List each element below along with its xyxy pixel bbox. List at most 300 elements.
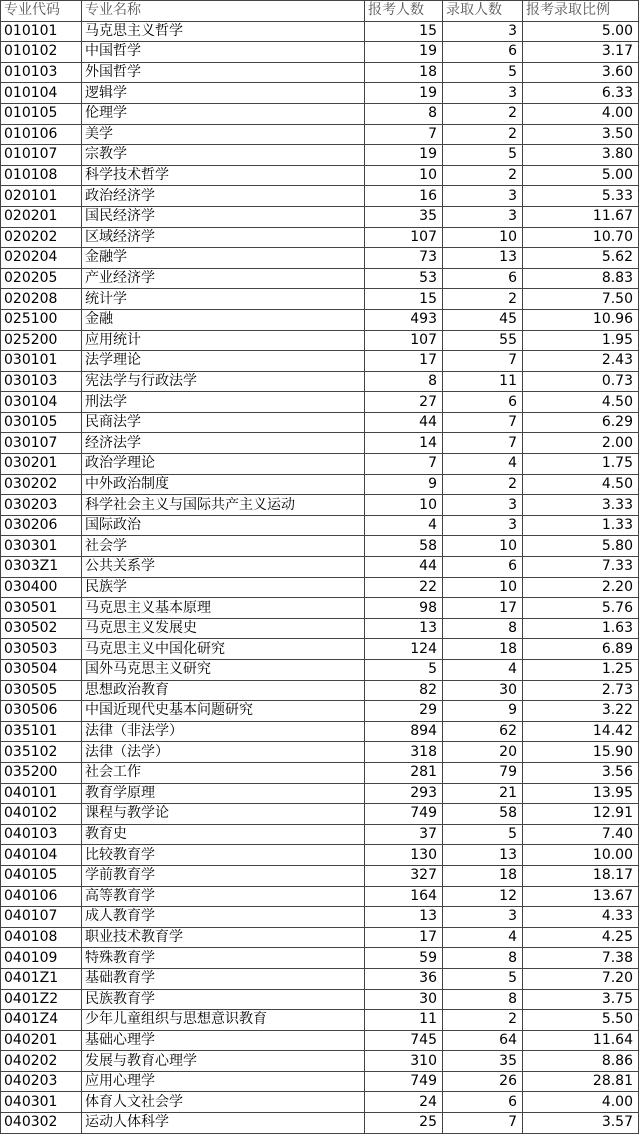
cell-admitted: 3 — [443, 21, 523, 42]
cell-code: 020208 — [1, 289, 82, 310]
cell-name: 民族学 — [82, 577, 365, 598]
cell-code: 010101 — [1, 21, 82, 42]
table-row — [1, 701, 639, 722]
cell-code: 040106 — [1, 886, 82, 907]
table-row — [1, 412, 639, 433]
cell-name: 马克思主义基本原理 — [82, 598, 365, 619]
cell-name: 教育学原理 — [82, 783, 365, 804]
cell-code: 040105 — [1, 865, 82, 886]
cell-admitted: 10 — [443, 227, 523, 248]
cell-code: 020101 — [1, 186, 82, 207]
cell-ratio: 11.67 — [523, 206, 639, 227]
cell-admitted: 8 — [443, 618, 523, 639]
cell-code: 035102 — [1, 742, 82, 763]
cell-ratio: 7.20 — [523, 968, 639, 989]
cell-code: 030502 — [1, 618, 82, 639]
cell-ratio: 15.90 — [523, 742, 639, 763]
cell-code: 010106 — [1, 124, 82, 145]
cell-ratio: 8.83 — [523, 268, 639, 289]
table-row — [1, 618, 639, 639]
cell-applicants: 37 — [365, 824, 443, 845]
table-row — [1, 83, 639, 104]
cell-ratio: 5.80 — [523, 536, 639, 557]
cell-admitted: 8 — [443, 989, 523, 1010]
cell-applicants: 7 — [365, 454, 443, 475]
cell-admitted: 5 — [443, 145, 523, 166]
cell-name: 逻辑学 — [82, 83, 365, 104]
cell-code: 030506 — [1, 701, 82, 722]
cell-ratio: 28.81 — [523, 1071, 639, 1092]
cell-admitted: 64 — [443, 1030, 523, 1051]
cell-applicants: 10 — [365, 495, 443, 516]
cell-admitted: 6 — [443, 1092, 523, 1113]
cell-admitted: 18 — [443, 865, 523, 886]
cell-ratio: 1.25 — [523, 660, 639, 681]
cell-admitted: 12 — [443, 886, 523, 907]
table-row — [1, 21, 639, 42]
cell-applicants: 124 — [365, 639, 443, 660]
cell-applicants: 25 — [365, 1113, 443, 1134]
cell-applicants: 4 — [365, 515, 443, 536]
cell-code: 030301 — [1, 536, 82, 557]
cell-name: 政治经济学 — [82, 186, 365, 207]
cell-code: 040107 — [1, 907, 82, 928]
cell-admitted: 2 — [443, 103, 523, 124]
cell-applicants: 745 — [365, 1030, 443, 1051]
cell-admitted: 79 — [443, 762, 523, 783]
cell-name: 基础教育学 — [82, 968, 365, 989]
cell-admitted: 3 — [443, 515, 523, 536]
cell-ratio: 5.33 — [523, 186, 639, 207]
cell-admitted: 21 — [443, 783, 523, 804]
cell-name: 国民经济学 — [82, 206, 365, 227]
cell-ratio: 2.00 — [523, 433, 639, 454]
cell-ratio: 4.00 — [523, 1092, 639, 1113]
table-row — [1, 124, 639, 145]
cell-name: 马克思主义哲学 — [82, 21, 365, 42]
cell-name: 中国近现代史基本问题研究 — [82, 701, 365, 722]
cell-ratio: 11.64 — [523, 1030, 639, 1051]
cell-code: 010102 — [1, 42, 82, 63]
cell-name: 科学社会主义与国际共产主义运动 — [82, 495, 365, 516]
table-row — [1, 1030, 639, 1051]
table-row — [1, 371, 639, 392]
table-row — [1, 351, 639, 372]
table-row — [1, 1071, 639, 1092]
cell-applicants: 73 — [365, 248, 443, 269]
cell-code: 020202 — [1, 227, 82, 248]
cell-ratio: 14.42 — [523, 721, 639, 742]
table-row — [1, 968, 639, 989]
cell-name: 教育史 — [82, 824, 365, 845]
cell-ratio: 10.70 — [523, 227, 639, 248]
cell-code: 030203 — [1, 495, 82, 516]
table-row — [1, 206, 639, 227]
cell-name: 法律（法学） — [82, 742, 365, 763]
cell-admitted: 3 — [443, 495, 523, 516]
cell-name: 公共关系学 — [82, 557, 365, 578]
cell-ratio: 6.89 — [523, 639, 639, 660]
cell-name: 职业技术教育学 — [82, 927, 365, 948]
cell-admitted: 8 — [443, 948, 523, 969]
table-row — [1, 268, 639, 289]
cell-code: 030501 — [1, 598, 82, 619]
cell-applicants: 11 — [365, 1010, 443, 1031]
cell-ratio: 6.33 — [523, 83, 639, 104]
cell-admitted: 6 — [443, 268, 523, 289]
cell-name: 比较教育学 — [82, 845, 365, 866]
cell-admitted: 10 — [443, 536, 523, 557]
cell-applicants: 749 — [365, 804, 443, 825]
cell-ratio: 12.91 — [523, 804, 639, 825]
cell-name: 法学理论 — [82, 351, 365, 372]
cell-name: 金融学 — [82, 248, 365, 269]
cell-ratio: 7.38 — [523, 948, 639, 969]
cell-name: 社会工作 — [82, 762, 365, 783]
table-row — [1, 948, 639, 969]
cell-name: 国外马克思主义研究 — [82, 660, 365, 681]
table-row — [1, 557, 639, 578]
table-row — [1, 186, 639, 207]
cell-admitted: 20 — [443, 742, 523, 763]
cell-name: 思想政治教育 — [82, 680, 365, 701]
cell-name: 统计学 — [82, 289, 365, 310]
table-row — [1, 907, 639, 928]
cell-ratio: 4.50 — [523, 474, 639, 495]
table-row — [1, 660, 639, 681]
cell-applicants: 107 — [365, 330, 443, 351]
cell-ratio: 3.33 — [523, 495, 639, 516]
cell-admitted: 2 — [443, 289, 523, 310]
cell-name: 体育人文社会学 — [82, 1092, 365, 1113]
cell-applicants: 13 — [365, 618, 443, 639]
cell-ratio: 10.00 — [523, 845, 639, 866]
cell-applicants: 22 — [365, 577, 443, 598]
cell-ratio: 13.95 — [523, 783, 639, 804]
table-row — [1, 433, 639, 454]
cell-name: 产业经济学 — [82, 268, 365, 289]
cell-name: 区域经济学 — [82, 227, 365, 248]
cell-code: 0401Z1 — [1, 968, 82, 989]
table-row — [1, 762, 639, 783]
table-row — [1, 289, 639, 310]
cell-ratio: 6.29 — [523, 412, 639, 433]
cell-ratio: 18.17 — [523, 865, 639, 886]
cell-code: 0401Z4 — [1, 1010, 82, 1031]
cell-name: 政治学理论 — [82, 454, 365, 475]
cell-ratio: 2.73 — [523, 680, 639, 701]
cell-admitted: 2 — [443, 165, 523, 186]
cell-name: 伦理学 — [82, 103, 365, 124]
cell-name: 刑法学 — [82, 392, 365, 413]
cell-admitted: 3 — [443, 83, 523, 104]
cell-admitted: 3 — [443, 907, 523, 928]
cell-applicants: 53 — [365, 268, 443, 289]
cell-code: 030104 — [1, 392, 82, 413]
table-row — [1, 865, 639, 886]
table-row — [1, 824, 639, 845]
table-row — [1, 845, 639, 866]
cell-applicants: 15 — [365, 21, 443, 42]
table-row — [1, 42, 639, 63]
cell-code: 040203 — [1, 1071, 82, 1092]
cell-name: 成人教育学 — [82, 907, 365, 928]
cell-admitted: 62 — [443, 721, 523, 742]
cell-applicants: 130 — [365, 845, 443, 866]
cell-code: 030101 — [1, 351, 82, 372]
cell-code: 040101 — [1, 783, 82, 804]
cell-admitted: 45 — [443, 309, 523, 330]
cell-name: 运动人体科学 — [82, 1113, 365, 1134]
table-row — [1, 309, 639, 330]
cell-code: 030103 — [1, 371, 82, 392]
cell-ratio: 4.00 — [523, 103, 639, 124]
cell-applicants: 35 — [365, 206, 443, 227]
cell-ratio: 13.67 — [523, 886, 639, 907]
table-row — [1, 392, 639, 413]
cell-applicants: 19 — [365, 145, 443, 166]
cell-name: 宪法学与行政法学 — [82, 371, 365, 392]
cell-ratio: 4.50 — [523, 392, 639, 413]
cell-admitted: 2 — [443, 1010, 523, 1031]
cell-name: 特殊教育学 — [82, 948, 365, 969]
cell-ratio: 10.96 — [523, 309, 639, 330]
cell-applicants: 318 — [365, 742, 443, 763]
cell-applicants: 15 — [365, 289, 443, 310]
cell-ratio: 5.00 — [523, 165, 639, 186]
cell-admitted: 10 — [443, 577, 523, 598]
table-row — [1, 1010, 639, 1031]
cell-code: 040102 — [1, 804, 82, 825]
cell-code: 025100 — [1, 309, 82, 330]
cell-name: 社会学 — [82, 536, 365, 557]
cell-admitted: 55 — [443, 330, 523, 351]
cell-ratio: 3.56 — [523, 762, 639, 783]
cell-applicants: 17 — [365, 351, 443, 372]
cell-ratio: 3.60 — [523, 62, 639, 83]
cell-applicants: 107 — [365, 227, 443, 248]
cell-code: 040301 — [1, 1092, 82, 1113]
cell-code: 040302 — [1, 1113, 82, 1134]
header-row — [1, 1, 639, 22]
cell-ratio: 1.63 — [523, 618, 639, 639]
cell-ratio: 7.50 — [523, 289, 639, 310]
table-row — [1, 227, 639, 248]
cell-name: 宗教学 — [82, 145, 365, 166]
cell-ratio: 5.00 — [523, 21, 639, 42]
cell-admitted: 6 — [443, 42, 523, 63]
cell-admitted: 2 — [443, 474, 523, 495]
header-code: 专业代码 — [1, 1, 82, 22]
cell-name: 科学技术哲学 — [82, 165, 365, 186]
cell-ratio: 3.17 — [523, 42, 639, 63]
cell-code: 030504 — [1, 660, 82, 681]
cell-ratio: 1.95 — [523, 330, 639, 351]
table-row — [1, 495, 639, 516]
cell-applicants: 16 — [365, 186, 443, 207]
cell-admitted: 3 — [443, 206, 523, 227]
cell-applicants: 5 — [365, 660, 443, 681]
table-row — [1, 886, 639, 907]
table-row — [1, 145, 639, 166]
cell-code: 035101 — [1, 721, 82, 742]
table-row — [1, 536, 639, 557]
table-row — [1, 248, 639, 269]
cell-applicants: 36 — [365, 968, 443, 989]
cell-admitted: 4 — [443, 660, 523, 681]
cell-admitted: 5 — [443, 968, 523, 989]
cell-code: 020204 — [1, 248, 82, 269]
cell-admitted: 13 — [443, 845, 523, 866]
cell-ratio: 7.33 — [523, 557, 639, 578]
cell-admitted: 4 — [443, 454, 523, 475]
cell-ratio: 3.22 — [523, 701, 639, 722]
table-row — [1, 742, 639, 763]
cell-applicants: 8 — [365, 371, 443, 392]
cell-applicants: 293 — [365, 783, 443, 804]
cell-ratio: 5.76 — [523, 598, 639, 619]
cell-applicants: 30 — [365, 989, 443, 1010]
table-row — [1, 577, 639, 598]
cell-admitted: 2 — [443, 124, 523, 145]
cell-applicants: 24 — [365, 1092, 443, 1113]
cell-name: 民商法学 — [82, 412, 365, 433]
cell-code: 030503 — [1, 639, 82, 660]
table-row — [1, 1051, 639, 1072]
cell-code: 020201 — [1, 206, 82, 227]
cell-name: 课程与教学论 — [82, 804, 365, 825]
cell-admitted: 7 — [443, 412, 523, 433]
cell-admitted: 18 — [443, 639, 523, 660]
cell-code: 040109 — [1, 948, 82, 969]
cell-name: 经济法学 — [82, 433, 365, 454]
table-row — [1, 639, 639, 660]
cell-code: 040201 — [1, 1030, 82, 1051]
cell-name: 中外政治制度 — [82, 474, 365, 495]
cell-applicants: 98 — [365, 598, 443, 619]
cell-name: 学前教育学 — [82, 865, 365, 886]
cell-code: 030505 — [1, 680, 82, 701]
header-admitted: 录取人数 — [443, 1, 523, 22]
cell-code: 030201 — [1, 454, 82, 475]
cell-applicants: 13 — [365, 907, 443, 928]
table-row — [1, 927, 639, 948]
cell-code: 010105 — [1, 103, 82, 124]
cell-code: 030107 — [1, 433, 82, 454]
cell-ratio: 5.50 — [523, 1010, 639, 1031]
header-ratio: 报考录取比例 — [523, 1, 639, 22]
cell-name: 民族教育学 — [82, 989, 365, 1010]
cell-ratio: 1.75 — [523, 454, 639, 475]
cell-applicants: 29 — [365, 701, 443, 722]
cell-name: 国际政治 — [82, 515, 365, 536]
cell-ratio: 2.43 — [523, 351, 639, 372]
cell-ratio: 3.80 — [523, 145, 639, 166]
cell-applicants: 8 — [365, 103, 443, 124]
cell-applicants: 310 — [365, 1051, 443, 1072]
cell-admitted: 5 — [443, 62, 523, 83]
cell-applicants: 749 — [365, 1071, 443, 1092]
cell-code: 025200 — [1, 330, 82, 351]
cell-ratio: 3.75 — [523, 989, 639, 1010]
cell-applicants: 58 — [365, 536, 443, 557]
cell-name: 应用心理学 — [82, 1071, 365, 1092]
cell-applicants: 327 — [365, 865, 443, 886]
cell-name: 中国哲学 — [82, 42, 365, 63]
cell-ratio: 8.86 — [523, 1051, 639, 1072]
cell-admitted: 58 — [443, 804, 523, 825]
cell-code: 040103 — [1, 824, 82, 845]
cell-admitted: 11 — [443, 371, 523, 392]
cell-name: 应用统计 — [82, 330, 365, 351]
cell-applicants: 10 — [365, 165, 443, 186]
cell-ratio: 0.73 — [523, 371, 639, 392]
cell-ratio: 7.40 — [523, 824, 639, 845]
cell-code: 035200 — [1, 762, 82, 783]
cell-admitted: 17 — [443, 598, 523, 619]
cell-applicants: 894 — [365, 721, 443, 742]
cell-ratio: 4.33 — [523, 907, 639, 928]
cell-applicants: 281 — [365, 762, 443, 783]
cell-ratio: 5.62 — [523, 248, 639, 269]
table-row — [1, 515, 639, 536]
cell-applicants: 17 — [365, 927, 443, 948]
cell-name: 马克思主义中国化研究 — [82, 639, 365, 660]
cell-code: 030206 — [1, 515, 82, 536]
cell-name: 马克思主义发展史 — [82, 618, 365, 639]
cell-admitted: 13 — [443, 248, 523, 269]
table-row — [1, 1092, 639, 1113]
cell-admitted: 3 — [443, 186, 523, 207]
cell-applicants: 9 — [365, 474, 443, 495]
cell-name: 金融 — [82, 309, 365, 330]
cell-admitted: 7 — [443, 433, 523, 454]
cell-admitted: 6 — [443, 557, 523, 578]
table-row — [1, 721, 639, 742]
cell-applicants: 493 — [365, 309, 443, 330]
cell-name: 基础心理学 — [82, 1030, 365, 1051]
cell-name: 外国哲学 — [82, 62, 365, 83]
cell-applicants: 82 — [365, 680, 443, 701]
cell-name: 美学 — [82, 124, 365, 145]
cell-ratio: 3.50 — [523, 124, 639, 145]
cell-code: 030400 — [1, 577, 82, 598]
table-row — [1, 330, 639, 351]
cell-applicants: 59 — [365, 948, 443, 969]
cell-code: 010108 — [1, 165, 82, 186]
table-row — [1, 804, 639, 825]
cell-name: 发展与教育心理学 — [82, 1051, 365, 1072]
cell-applicants: 7 — [365, 124, 443, 145]
cell-ratio: 2.20 — [523, 577, 639, 598]
cell-applicants: 164 — [365, 886, 443, 907]
cell-admitted: 26 — [443, 1071, 523, 1092]
cell-ratio: 4.25 — [523, 927, 639, 948]
cell-applicants: 19 — [365, 83, 443, 104]
table-row — [1, 680, 639, 701]
table-row — [1, 1113, 639, 1134]
cell-ratio: 3.57 — [523, 1113, 639, 1134]
cell-code: 010103 — [1, 62, 82, 83]
table-row — [1, 474, 639, 495]
table-body — [1, 21, 639, 1133]
cell-admitted: 35 — [443, 1051, 523, 1072]
cell-name: 少年儿童组织与思想意识教育 — [82, 1010, 365, 1031]
cell-applicants: 18 — [365, 62, 443, 83]
cell-admitted: 30 — [443, 680, 523, 701]
cell-code: 010107 — [1, 145, 82, 166]
cell-admitted: 4 — [443, 927, 523, 948]
